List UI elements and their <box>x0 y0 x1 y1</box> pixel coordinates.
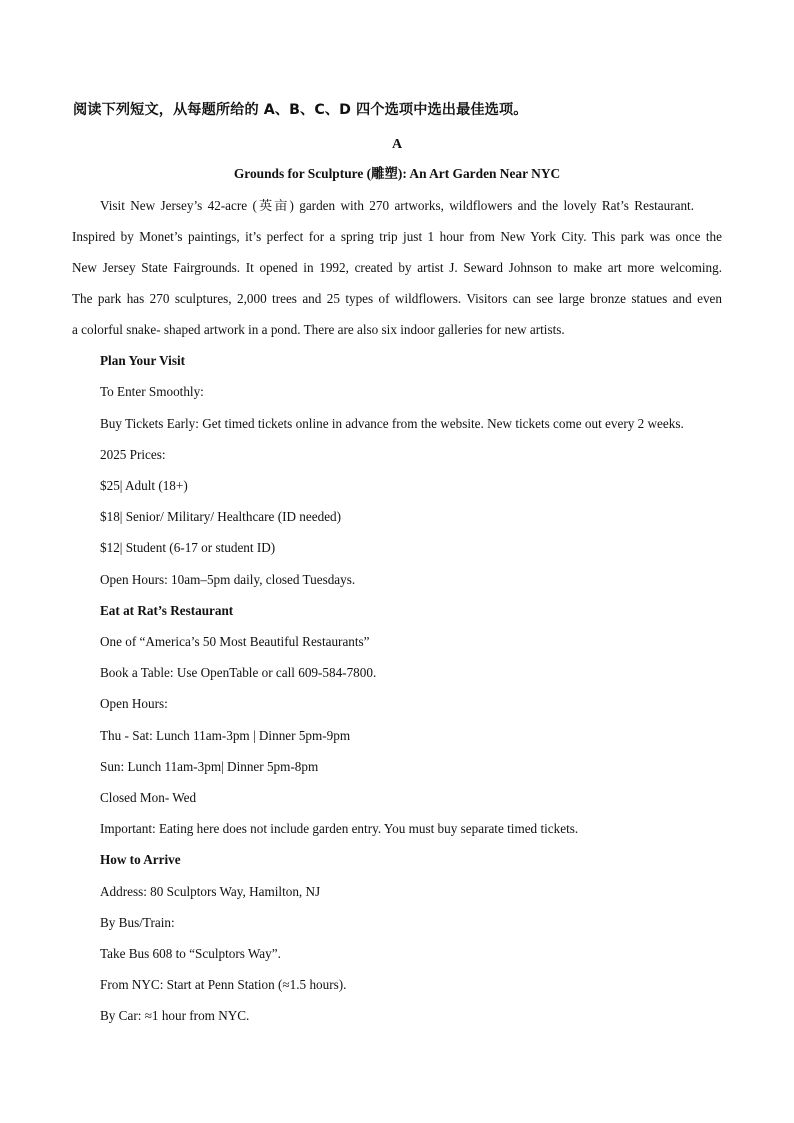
arrive-line: By Bus/Train: <box>100 915 175 930</box>
intro-line: Inspired by Monet’s paintings, it’s perfect for a spring trip just 1 hour from New York City. This park was once the <box>72 229 722 244</box>
plan-visit-line: $12| Student (6-17 or student ID) <box>100 540 276 555</box>
arrive-line: From NYC: Start at Penn Station (≈1.5 hours). <box>100 977 347 992</box>
restaurant-line: One of “America’s 50 Most Beautiful Restaurants” <box>100 634 370 649</box>
plan-visit-line: Buy Tickets Early: Get timed tickets online in advance from the website. New tickets come out every 2 weeks. <box>100 416 684 431</box>
restaurant-line: Closed Mon- Wed <box>100 790 197 805</box>
plan-visit-line: 2025 Prices: <box>100 447 166 462</box>
plan-visit-line: $18| Senior/ Military/ Healthcare (ID needed) <box>100 509 342 524</box>
instruction-text: 阅读下列短文，从每题所给的 A、B、C、D 四个选项中选出最佳选项。 <box>73 102 528 118</box>
plan-visit-line: To Enter Smoothly: <box>100 384 204 399</box>
intro-line: Visit New Jersey’s 42-acre (英亩) garden with 270 artworks, wildflowers and the lovely Rat’s Restaurant. <box>100 198 694 213</box>
plan-visit-line: $25| Adult (18+) <box>100 478 188 493</box>
restaurant-line: Book a Table: Use OpenTable or call 609-584-7800. <box>100 665 377 680</box>
intro-line: New Jersey State Fairgrounds. It opened in 1992, created by artist J. Seward Johnson to make art more welcoming. <box>72 260 722 275</box>
passage-title: Grounds for Sculpture (雕塑): An Art Garden Near NYC <box>233 166 561 181</box>
restaurant-line: Open Hours: <box>100 696 168 711</box>
intro-line: The park has 270 sculptures, 2,000 trees and 25 types of wildflowers. Visitors can see large bronze statues and even <box>72 291 722 306</box>
restaurant-line: Sun: Lunch 11am-3pm| Dinner 5pm-8pm <box>100 759 319 774</box>
section-heading-restaurant: Eat at Rat’s Restaurant <box>100 603 234 618</box>
arrive-line: Take Bus 608 to “Sculptors Way”. <box>100 946 281 961</box>
plan-visit-line: Open Hours: 10am–5pm daily, closed Tuesdays. <box>100 572 356 587</box>
arrive-line: By Car: ≈1 hour from NYC. <box>100 1008 250 1023</box>
passage-label: A <box>391 137 403 152</box>
intro-line: a colorful snake- shaped artwork in a pond. There are also six indoor galleries for new artists. <box>72 322 565 337</box>
restaurant-line: Thu - Sat: Lunch 11am-3pm | Dinner 5pm-9pm <box>100 728 351 743</box>
section-heading-arrive: How to Arrive <box>100 852 181 867</box>
section-heading-plan-visit: Plan Your Visit <box>100 353 186 368</box>
arrive-line: Address: 80 Sculptors Way, Hamilton, NJ <box>100 884 321 899</box>
restaurant-line: Important: Eating here does not include garden entry. You must buy separate timed tickets. <box>100 821 579 836</box>
